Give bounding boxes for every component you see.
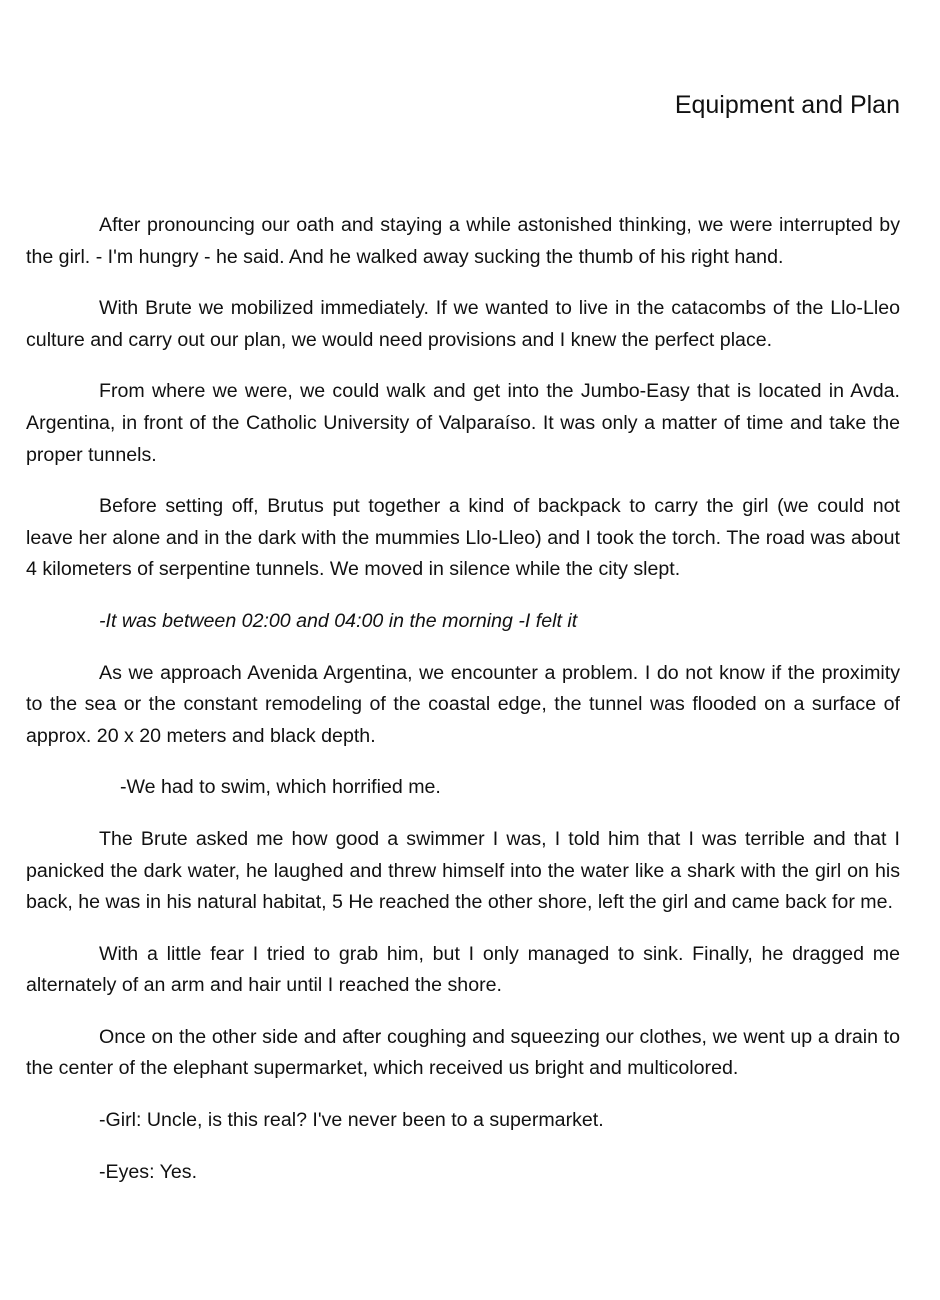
paragraph: After pronouncing our oath and staying a while astonished thinking, we were interrupted by the girl. - I'm hungry - he said. And he walked away sucking the thumb of his right hand. <box>26 214 900 268</box>
paragraph: With a little fear I tried to grab him, but I only managed to sink. Finally, he dragged me alternately of an arm and hair until I reached the shore. <box>26 942 900 997</box>
chapter-title: Equipment and Plan <box>674 91 900 119</box>
paragraph: From where we were, we could walk and get into the Jumbo-Easy that is located in Avda. Argentina, in front of the Catholic University of Valparaíso. It was only a matter of time and take the proper tunnels. <box>26 380 900 466</box>
paragraph: Once on the other side and after coughing and squeezing our clothes, we went up a drain to the center of the elephant supermarket, which received us bright and multicolored. <box>26 1025 900 1080</box>
paragraph: With Brute we mobilized immediately. If we wanted to live in the catacombs of the Llo-Lleo culture and carry out our plan, we would need provisions and I knew the perfect place. <box>26 297 900 351</box>
paragraph: The Brute asked me how good a swimmer I was, I told him that I was terrible and that I panicked the dark water, he laughed and threw himself into the water like a shark with the girl on his back, he was in his natural habitat, 5 He reached the other shore, left the girl and came back for me. <box>26 827 900 914</box>
paragraph: As we approach Avenida Argentina, we encounter a problem. I do not know if the proximity to the sea or the constant remodeling of the coastal edge, the tunnel was flooded on a surface of approx. 20 x 20 meters and black depth. <box>26 661 900 747</box>
paragraph-dialogue: -We had to swim, which horrified me. <box>120 776 441 799</box>
paragraph-dialogue: -Eyes: Yes. <box>99 1160 198 1183</box>
document-body <box>26 210 900 1208</box>
paragraph: Before setting off, Brutus put together a kind of backpack to carry the girl (we could not leave her alone and in the dark with the mummies Llo-Lleo) and I took the torch. The road was about 4 kilometers of serpentine tunnels. We moved in silence while the city slept. <box>26 495 900 581</box>
paragraph-italic: -It was between 02:00 and 04:00 in the morning -I felt it <box>99 609 578 632</box>
paragraph-dialogue: -Girl: Uncle, is this real? I've never been to a supermarket. <box>99 1109 604 1132</box>
